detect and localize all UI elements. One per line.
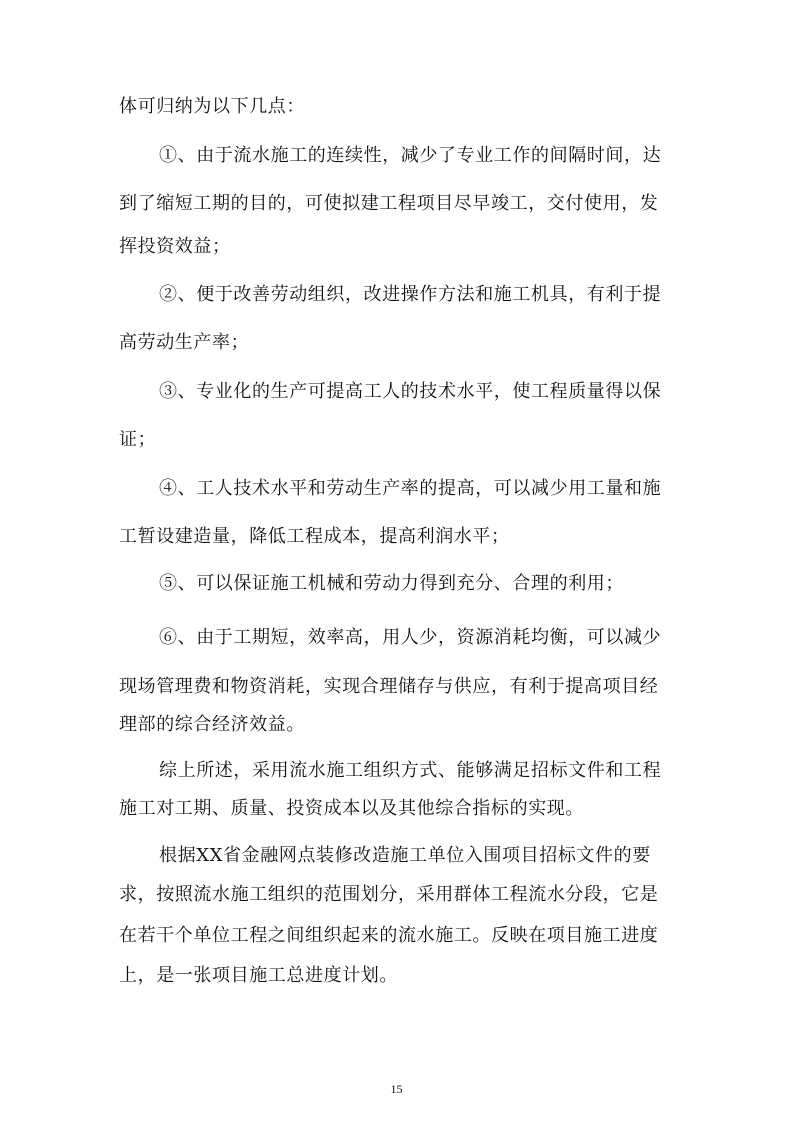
- text-line-1: 体可归纳为以下几点：: [119, 96, 305, 117]
- text-line-14: 理部的综合经济效益。: [119, 714, 305, 735]
- text-line-10: 工暂设建造量，降低工程成本，提高利润水平；: [119, 526, 510, 547]
- text-line-16: 施工对工期、质量、投资成本以及其他综合指标的实现。: [119, 798, 584, 819]
- text-line-4: 挥投资效益；: [119, 236, 231, 257]
- text-line-13: 现场管理费和物资消耗，实现合理储存与供应，有利于提高项目经: [119, 676, 659, 697]
- text-line-12: ⑥、由于工期短，效率高，用人少，资源消耗均衡，可以减少: [159, 627, 662, 648]
- text-line-19: 在若干个单位工程之间组织起来的流水施工。反映在项目施工进度: [119, 925, 659, 946]
- text-line-2: ①、由于流水施工的连续性，减少了专业工作的间隔时间，达: [159, 145, 662, 166]
- text-line-5: ②、便于改善劳动组织，改进操作方法和施工机具，有利于提: [159, 284, 662, 305]
- page-number: 15: [390, 1082, 403, 1096]
- text-line-3: 到了缩短工期的目的，可使拟建工程项目尽早竣工，交付使用，发: [119, 193, 659, 214]
- text-line-7: ③、专业化的生产可提高工人的技术水平，使工程质量得以保: [159, 381, 662, 402]
- text-line-15: 综上所述，采用流水施工组织方式、能够满足招标文件和工程: [159, 760, 662, 781]
- text-line-17: 根据XX省金融网点装修改造施工单位入围项目招标文件的要: [159, 845, 651, 866]
- text-line-18: 求，按照流水施工组织的范围划分，采用群体工程流水分段，它是: [119, 884, 659, 905]
- text-line-9: ④、工人技术水平和劳动生产率的提高，可以减少用工量和施: [159, 478, 662, 499]
- text-line-8: 证；: [119, 429, 157, 450]
- text-line-6: 高劳动生产率；: [119, 332, 250, 353]
- text-line-11: ⑤、可以保证施工机械和劳动力得到充分、合理的利用；: [159, 573, 624, 594]
- text-line-20: 上，是一张项目施工总进度计划。: [119, 965, 398, 986]
